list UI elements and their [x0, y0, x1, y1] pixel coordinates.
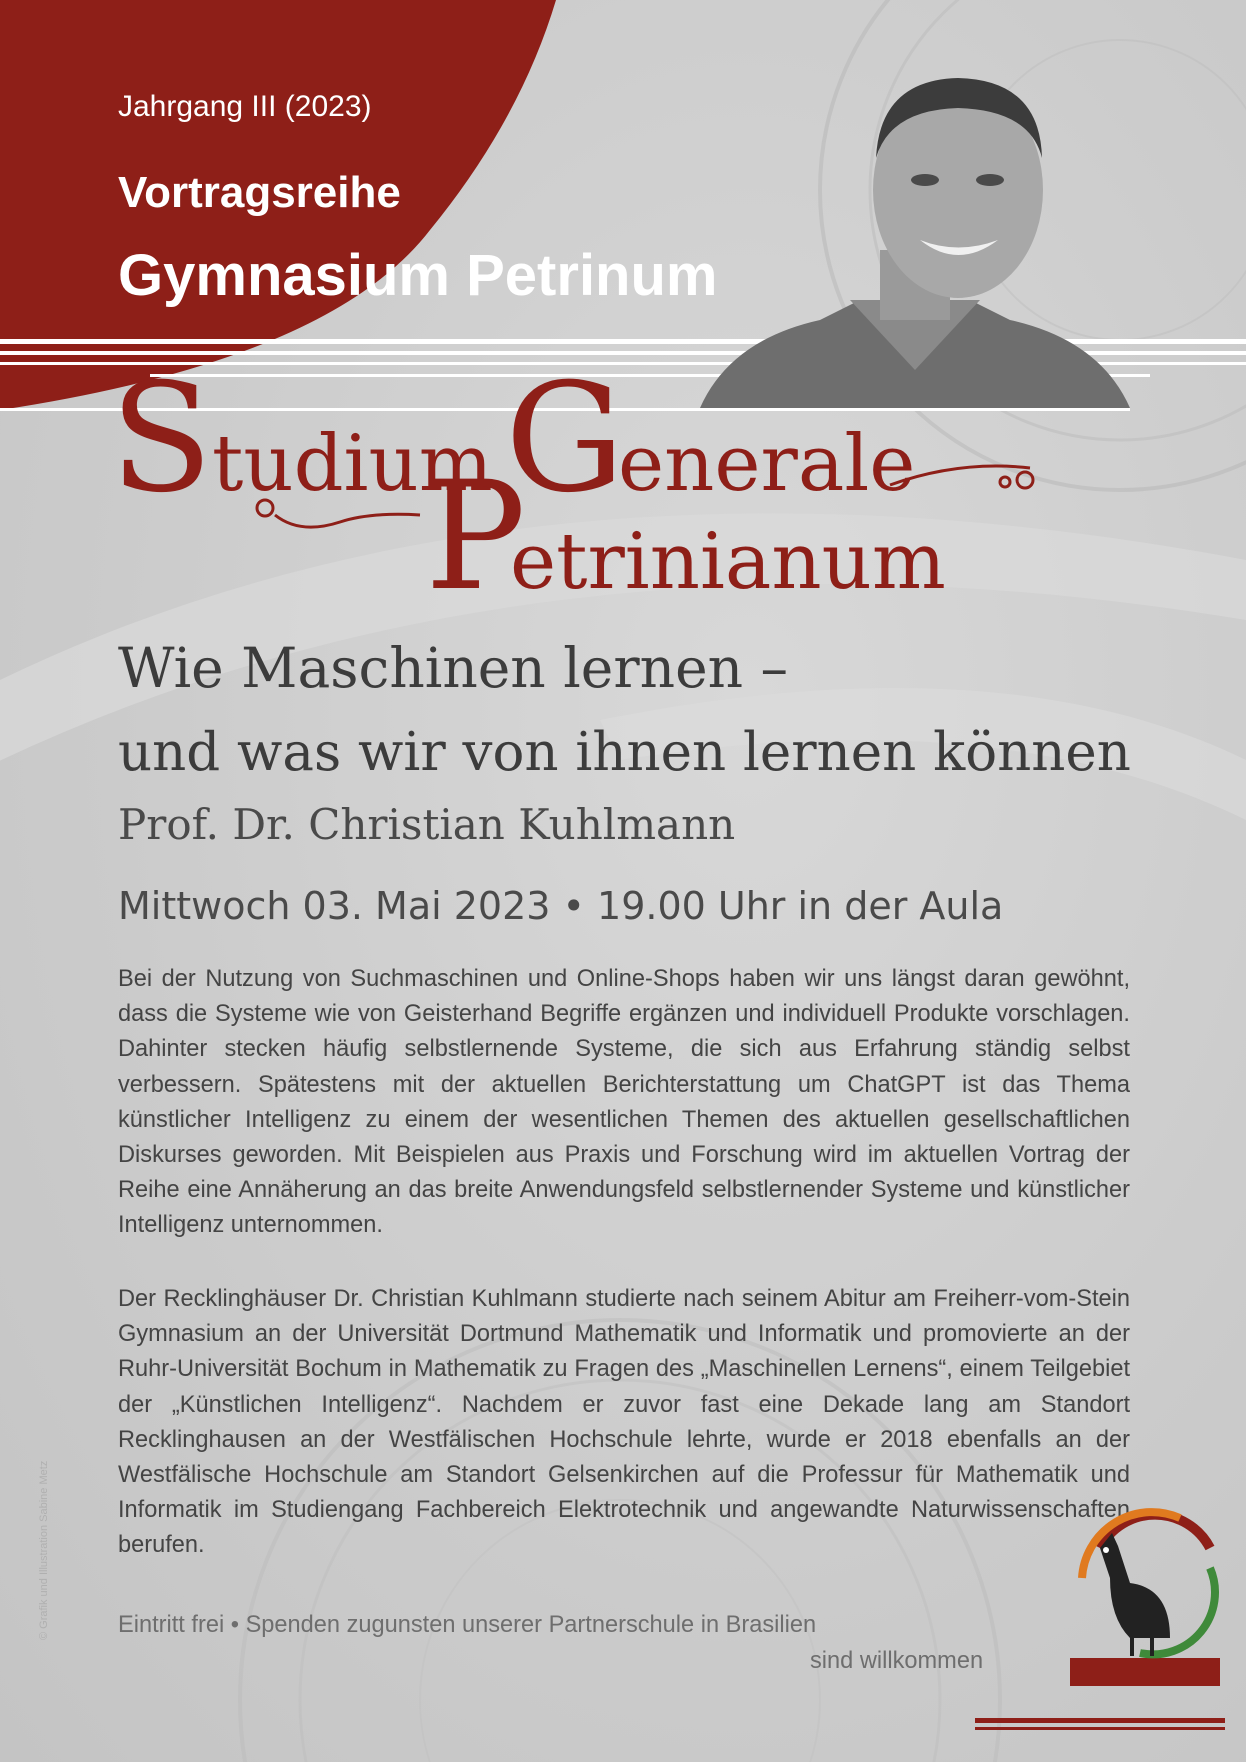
logo-word-tudium: tudium: [212, 419, 493, 509]
rooster-emblem-icon: [1070, 1488, 1220, 1668]
speaker-name: Prof. Dr. Christian Kuhlmann: [118, 800, 736, 849]
footer-stripe-1: [975, 1718, 1225, 1723]
footer-stripe-2: [975, 1727, 1225, 1730]
year-label: Jahrgang III (2023): [118, 90, 372, 123]
logo-initial-g: G: [505, 352, 625, 526]
talk-title-line2: und was wir von ihnen lernen können: [118, 722, 1131, 783]
logo-initial-p: P: [425, 450, 526, 600]
studium-generale-logo: [100, 350, 1060, 600]
footer-line-1: Eintritt frei • Spenden zugunsten unserer Partnerschule in Brasilien: [118, 1612, 817, 1638]
logo-initial-s: S: [110, 352, 213, 526]
series-label: Vortragsreihe: [118, 168, 401, 217]
logo-word-enerale: enerale: [618, 419, 916, 509]
credit-text: © Grafik und Illustration Sabine Metz: [38, 1460, 50, 1640]
school-name: Gymnasium Petrinum: [118, 243, 718, 308]
biography-paragraph: Der Recklinghäuser Dr. Christian Kuhlmann studierte nach seinem Abitur am Freiherr-vom-Stein Gymnasium an der Universität Dortmund Mathematik und Informatik und promovierte an der Ruhr-Universität Bochum in Mathematik zu Fragen des „Maschinellen Lernens“, einem Teilgebiet der „Künstlichen Intelligenz“. Nachdem er zuvor fast eine Dekade lang am Standort Recklinghausen an der Westfälischen Hochschule lehrte, wurde er 2018 ebenfalls an der Westfälische Hochschule am Standort Gelsenkirchen auf die Professur für Mathematik und Informatik im Studiengang Fachbereich Elektrotechnik und angewandte Naturwissenschaften berufen.: [118, 1286, 1130, 1559]
logo-word-etrinianum: etrinianum: [510, 517, 946, 600]
footer-line-2: sind willkommen: [810, 1648, 984, 1674]
event-datetime: Mittwoch 03. Mai 2023 • 19.00 Uhr in der Aula: [118, 884, 1004, 928]
description-paragraph: Bei der Nutzung von Suchmaschinen und Online-Shops haben wir uns längst daran gewöhnt, dass die Systeme wie von Geisterhand Begriffe ergänzen und individuell Produkte vorschlagen. Dahinter stecken häufig selbstlernende Systeme, die sich aus Erfahrung ständig selbst verbessern. Spätestens mit der aktuellen Berichterstattung um ChatGPT ist das Thema künstlicher Intelligenz zu einem der wesentlichen Themen des aktuellen gesellschaftlichen Diskurses geworden. Mit Beispielen aus Praxis und Forschung wird im aktuellen Vortrag der Reihe eine Annäherung an das breite Anwendungsfeld selbstlernender Systeme und künstlicher Intelligenz unternommen.: [118, 966, 1130, 1239]
talk-title-line1: Wie Maschinen lernen –: [118, 636, 789, 700]
